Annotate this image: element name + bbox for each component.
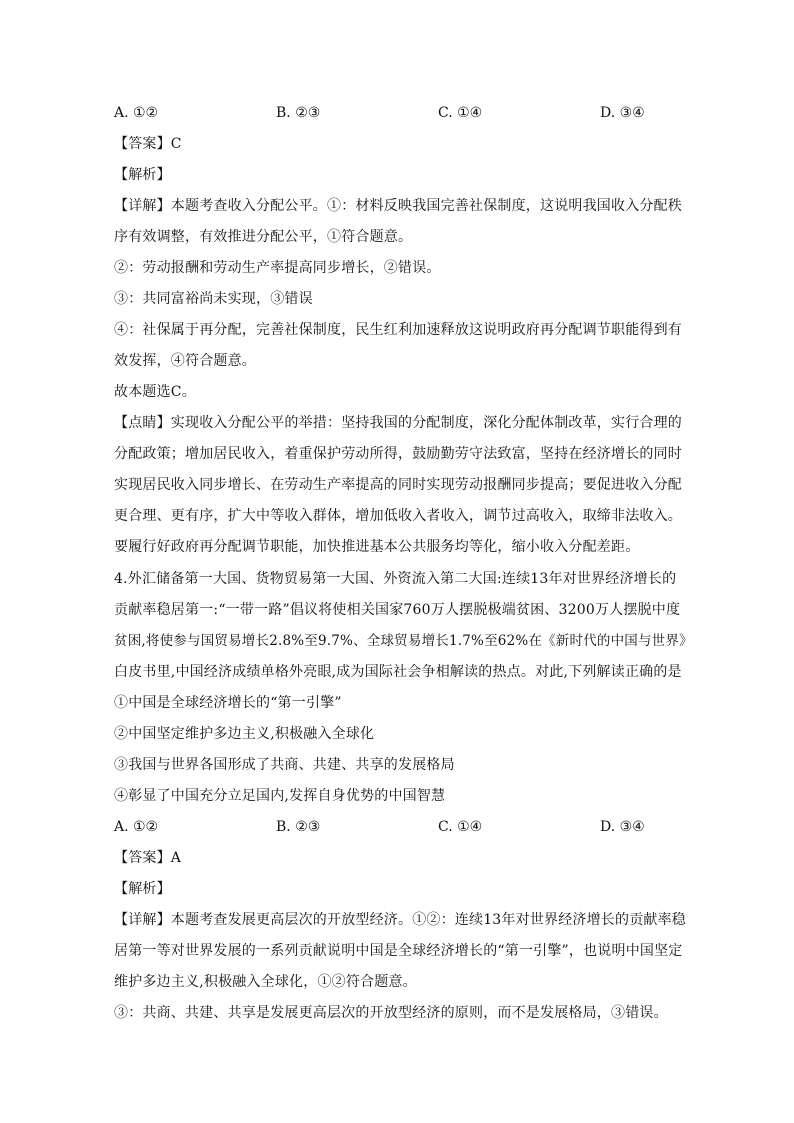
q3-tip-line: 更合理、更有序，扩大中等收入群体，增加低收入者收入，调节过高收入，取缔非法收入。	[114, 508, 682, 524]
q3-tip-line: 【点睛】实现收入分配公平的举措：坚持我国的分配制度，深化分配体制改革，实行合理的	[114, 415, 682, 431]
q4-stem-line: 贫困,将使参与国贸易增长2.8%至9.7%、全球贸易增长1.7%至62%在《新时代的中国与世界》	[114, 633, 693, 649]
q3-analysis-label: 【解析】	[114, 167, 171, 183]
q4-options	[114, 818, 694, 836]
q4-detail-line: 维护多边主义,积极融入全球化，①②符合题意。	[114, 974, 417, 990]
q4-option-a: A. ①②	[114, 819, 159, 835]
q4-analysis-label: 【解析】	[114, 881, 171, 897]
q3-option-c: C. ①④	[438, 105, 483, 121]
q3-detail-line: ④：社保属于再分配，完善社保制度，民生红利加速释放这说明政府再分配调节职能得到有	[114, 322, 682, 338]
q3-options	[114, 104, 694, 122]
q3-detail-line: 【详解】本题考查收入分配公平。①：材料反映我国完善社保制度，这说明我国收入分配秩	[114, 198, 682, 214]
q3-option-d: D. ③④	[600, 105, 645, 121]
q3-conclusion: 故本题选C。	[114, 384, 196, 400]
q4-detail-line: 居第一等对世界发展的一系列贡献说明中国是全球经济增长的“第一引擎”，也说明中国坚定	[114, 943, 683, 959]
q4-statement: ④彰显了中国充分立足国内,发挥自身优势的中国智慧	[114, 788, 446, 804]
q4-detail-line: 【详解】本题考查发展更高层次的开放型经济。①②：连续13年对世界经济增长的贡献率稳	[114, 912, 687, 928]
q3-detail-line: ②：劳动报酬和劳动生产率提高同步增长，②错误。	[114, 260, 441, 276]
q3-tip-line: 要履行好政府再分配调节职能，加快推进基本公共服务均等化，缩小收入分配差距。	[114, 539, 640, 555]
q3-tip-line: 分配政策；增加居民收入，着重保护劳动所得，鼓励勤劳守法致富，坚持在经济增长的同时	[114, 446, 682, 462]
q3-option-a: A. ①②	[114, 105, 159, 121]
q4-stem-line: 4.外汇储备第一大国、货物贸易第一大国、外资流入第二大国:连续13年对世界经济增长的	[114, 571, 677, 587]
q4-statement: ③我国与世界各国形成了共商、共建、共享的发展格局	[114, 757, 455, 773]
q3-detail-line: 效发挥，④符合题意。	[114, 353, 256, 369]
q4-answer: 【答案】A	[114, 850, 182, 866]
q3-detail-line: ③：共同富裕尚未实现，③错误	[114, 291, 313, 307]
q4-statement: ①中国是全球经济增长的“第一引擎”	[114, 695, 342, 711]
q4-statement: ②中国坚定维护多边主义,积极融入全球化	[114, 726, 375, 742]
q4-option-d: D. ③④	[600, 819, 645, 835]
q3-option-b: B. ②③	[276, 105, 321, 121]
q3-answer: 【答案】C	[114, 136, 182, 152]
q4-stem-line: 贡献率稳居第一:“一带一路”倡议将使相关国家760万人摆脱极端贫困、3200万人摆脱中度	[114, 602, 681, 618]
q3-tip-line: 实现居民收入同步增长、在劳动生产率提高的同时实现劳动报酬同步提高；要促进收入分配	[114, 477, 682, 493]
q3-detail-line: 序有效调整，有效推进分配公平，①符合题意。	[114, 229, 413, 245]
q4-option-c: C. ①④	[438, 819, 483, 835]
q4-option-b: B. ②③	[276, 819, 321, 835]
q4-stem-line: 白皮书里,中国经济成绩单格外亮眼,成为国际社会争相解读的热点。对此,下列解读正确的是	[114, 664, 682, 680]
q4-detail-line: ③：共商、共建、共享是发展更高层次的开放型经济的原则，而不是发展格局，③错误。	[114, 1005, 668, 1021]
